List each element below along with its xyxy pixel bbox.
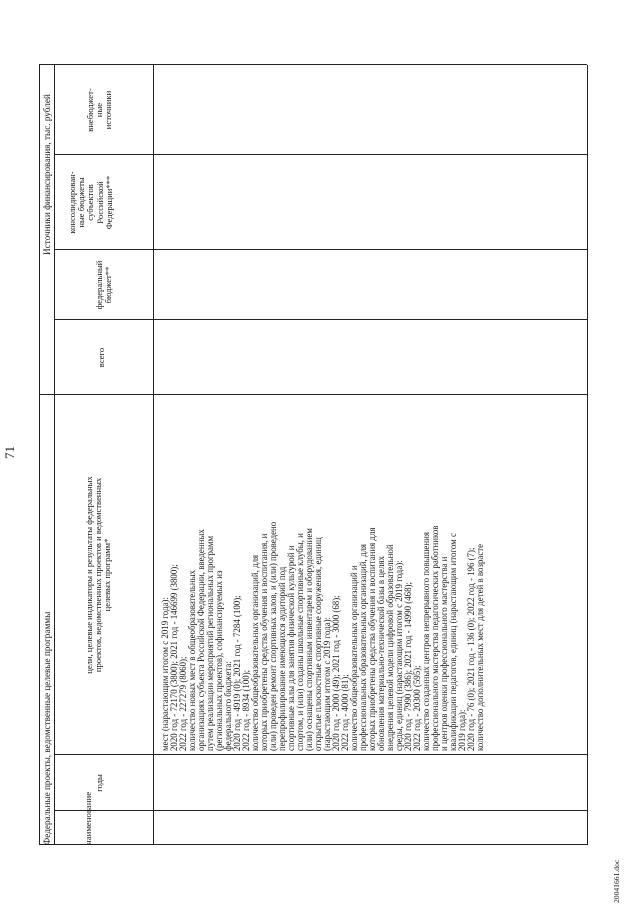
goals-line: 2020 год - 2000 (49); 2021 год - 3000 (68); bbox=[331, 595, 341, 751]
goals-line: 2022 год - 20300 (595); bbox=[412, 665, 422, 751]
goals-line: внедрения целевой модели цифровой образовательной bbox=[385, 544, 395, 751]
header-name: наименование bbox=[83, 791, 93, 845]
table-bottom-border bbox=[587, 65, 588, 845]
header-bottom-border bbox=[153, 65, 154, 845]
goals-line: 2020 год - 72170 (3800); 2021 год - 146699 (3800); bbox=[169, 564, 179, 751]
col-divider-goals-funding bbox=[39, 394, 587, 395]
col-divider-total-federal bbox=[54, 319, 587, 320]
goals-line: количество новых мест в общеобразовательных bbox=[187, 570, 197, 751]
goals-line: квалификации педагогов, единиц (нарастающим итогом с bbox=[448, 533, 458, 751]
goals-line: организациях субъекта Российской Федерации, введенных bbox=[196, 529, 206, 751]
table-top-border bbox=[39, 65, 40, 845]
goals-line: спортом, и (или) созданы школьные спортивные клубы, и bbox=[295, 533, 305, 751]
goals-line: профессиональных образовательных организаций, для bbox=[358, 544, 368, 751]
goals-line: открытые плоскостные спортивные сооружения, единиц bbox=[313, 537, 323, 751]
goals-line: 2020 год - 7990 (386); 2021 год - 14990 (468); bbox=[403, 582, 413, 751]
header-goals: цели, целевые индикаторы и результаты федеральных проектов, ведомственных проектов и ведомственных целевых программ* bbox=[84, 476, 113, 674]
goals-line: мест (нарастающим итогом с 2019 года): bbox=[160, 597, 170, 751]
header-years: годы bbox=[94, 774, 104, 792]
goals-line: количество общеобразовательных организаций, для bbox=[250, 554, 260, 751]
goals-line: спортивные залы для занятия физической культурой и bbox=[286, 545, 296, 751]
row-divider-title bbox=[54, 65, 55, 845]
funding-title: Источники финансирования, тыс. рублей bbox=[42, 94, 52, 255]
goals-line: профессионального мастерства педагогических работников bbox=[430, 525, 440, 751]
file-label: 20041661.doc bbox=[612, 859, 621, 903]
goals-line: обновления материально-технической базы в целях bbox=[376, 556, 386, 751]
goals-line: (или) проведен ремонт спортивных залов, и (или) проведено bbox=[268, 521, 278, 751]
goals-line: 2019 года): bbox=[457, 709, 467, 751]
goals-line: 2022 год - 4000 (81); bbox=[340, 674, 350, 751]
goals-line: перепрофилирование имеющихся аудиторий под bbox=[277, 566, 287, 751]
goals-line: которых приобретены средства обучения и воспитания, и bbox=[259, 533, 269, 751]
header-extrabudget: внебюджет- ные источники bbox=[85, 88, 114, 132]
table-right-border bbox=[39, 64, 587, 65]
page-number: 71 bbox=[2, 446, 17, 459]
goals-line: (региональных проектов), софинансируемых из bbox=[214, 570, 224, 751]
group-title: Федеральные проекты, ведомственные целевые программы bbox=[42, 611, 52, 845]
goals-line: количество общеобразовательных организаций и bbox=[349, 565, 359, 751]
goals-line: (или) оснащены спортивным инвентарем и оборудованием bbox=[304, 528, 314, 751]
goals-line: и центров оценки профессионального мастерства и bbox=[439, 556, 449, 751]
col-divider-regional-extra bbox=[54, 154, 587, 155]
goals-line: количество дополнительных мест для детей в возрасте bbox=[475, 543, 485, 751]
col-divider-name-years bbox=[54, 810, 587, 811]
goals-line: количество созданных центров непрерывного повышения bbox=[421, 532, 431, 751]
table-left-border bbox=[39, 844, 587, 845]
header-federal: федеральный бюджет** bbox=[94, 260, 114, 310]
col-divider-federal-regional bbox=[54, 249, 587, 250]
goals-line: 2022 год - 8934 (100); bbox=[241, 669, 251, 751]
goals-line: путем реализации мероприятий региональных программ bbox=[205, 535, 215, 751]
goals-line: (нарастающим итогом с 2019 года): bbox=[322, 616, 332, 751]
goals-line: 2022 год - 227279 (8060); bbox=[178, 656, 188, 751]
goals-line: 2020 год - 4919 (0); 2021 год - 7284 (100); bbox=[232, 595, 242, 751]
header-regional: консолидирован- ные бюджеты субъектов Российской Федерации*** bbox=[67, 171, 114, 234]
header-total: всего bbox=[96, 347, 106, 368]
goals-line: которых приобретены средства обучения и воспитания для bbox=[367, 527, 377, 751]
goals-line: 2020 год - 76 (0); 2021 год - 136 (0); 2022 год - 196 (7); bbox=[466, 547, 476, 751]
goals-line: федерального бюджета: bbox=[223, 661, 233, 751]
goals-line: среды, единиц (нарастающим итогом с 2019 года): bbox=[394, 560, 404, 751]
col-divider-years-goals bbox=[54, 754, 587, 755]
